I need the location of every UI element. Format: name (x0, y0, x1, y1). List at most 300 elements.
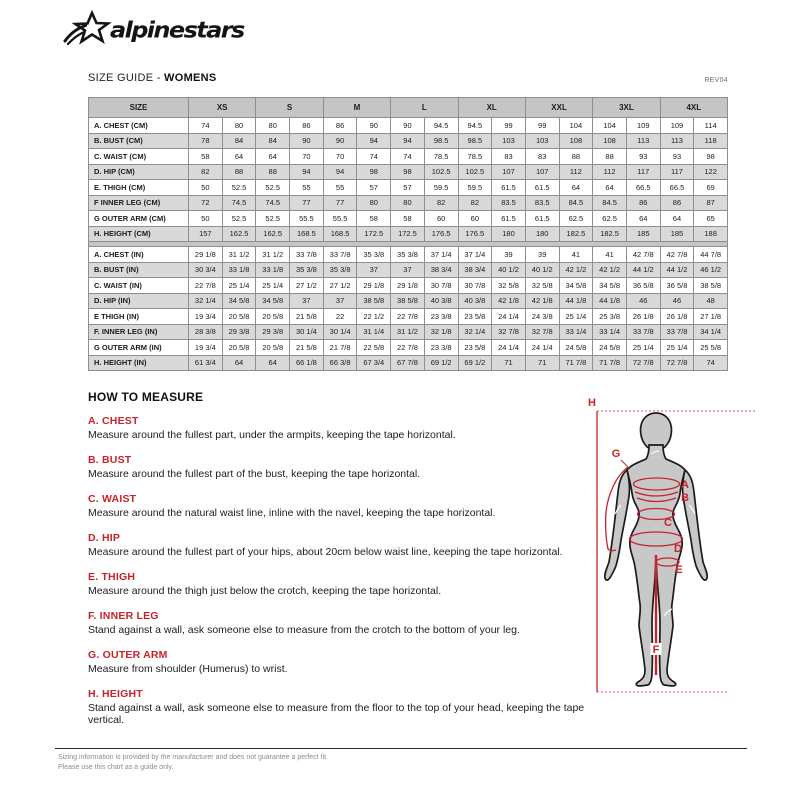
size-value-cell: 61 3/4 (189, 355, 223, 371)
size-value-cell: 86 (626, 195, 660, 211)
size-value-cell: 36 5/8 (660, 278, 694, 294)
size-value-cell: 52.5 (256, 180, 290, 196)
size-value-cell: 94.5 (458, 118, 492, 134)
size-value-cell: 64 (593, 180, 627, 196)
size-value-cell: 31 1/4 (357, 324, 391, 340)
measure-section (88, 571, 598, 597)
size-value-cell: 69 1/2 (424, 355, 458, 371)
size-value-cell: 19 3/4 (189, 309, 223, 325)
size-value-cell: 48 (694, 293, 728, 309)
size-value-cell: 42 7/8 (626, 247, 660, 263)
size-value-cell: 22 (323, 309, 357, 325)
size-value-cell: 32 7/8 (492, 324, 526, 340)
size-header-xl: XL (458, 98, 525, 118)
size-value-cell: 71 7/8 (559, 355, 593, 371)
size-value-cell: 57 (391, 180, 425, 196)
size-value-cell: 24 1/4 (492, 309, 526, 325)
size-value-cell: 29 3/8 (256, 324, 290, 340)
size-value-cell: 19 3/4 (189, 340, 223, 356)
size-value-cell: 25 1/4 (626, 340, 660, 356)
left-arm-shape (605, 470, 630, 580)
size-value-cell: 90 (357, 118, 391, 134)
size-value-cell: 33 1/4 (559, 324, 593, 340)
size-value-cell: 64 (256, 355, 290, 371)
size-value-cell: 50 (189, 211, 223, 227)
size-value-cell: 33 7/8 (290, 247, 324, 263)
size-table-body (89, 118, 728, 371)
size-value-cell: 94 (290, 164, 324, 180)
size-value-cell: 35 3/8 (357, 247, 391, 263)
size-table-head (89, 98, 728, 118)
size-value-cell: 39 (492, 247, 526, 263)
size-value-cell: 62.5 (593, 211, 627, 227)
size-value-cell: 33 7/8 (323, 247, 357, 263)
size-value-cell: 98 (391, 164, 425, 180)
size-value-cell: 78.5 (458, 149, 492, 165)
size-value-cell: 38 5/8 (391, 293, 425, 309)
size-value-cell: 25 1/4 (222, 278, 256, 294)
size-value-cell: 86 (290, 118, 324, 134)
size-value-cell: 55 (290, 180, 324, 196)
size-value-cell: 109 (660, 118, 694, 134)
size-value-cell: 74 (391, 149, 425, 165)
size-value-cell: 22 1/2 (357, 309, 391, 325)
size-value-cell: 87 (694, 195, 728, 211)
size-value-cell: 37 (290, 293, 324, 309)
measure-section-label: F. INNER LEG (88, 610, 159, 622)
size-value-cell: 26 1/8 (626, 309, 660, 325)
size-value-cell: 88 (222, 164, 256, 180)
figure-label-chest: A (681, 479, 689, 491)
size-value-cell: 28 3/8 (189, 324, 223, 340)
size-value-cell: 58 (391, 211, 425, 227)
size-value-cell: 21 5/8 (290, 309, 324, 325)
size-value-cell: 30 7/8 (458, 278, 492, 294)
size-value-cell: 33 1/8 (222, 262, 256, 278)
size-value-cell: 36 5/8 (626, 278, 660, 294)
alpinestars-star-icon (62, 10, 114, 50)
size-value-cell: 88 (256, 164, 290, 180)
size-value-cell: 102.5 (458, 164, 492, 180)
measure-section-label: H. HEIGHT (88, 688, 143, 700)
measure-sections (88, 415, 598, 726)
size-value-cell: 88 (593, 149, 627, 165)
size-value-cell: 23 5/8 (458, 340, 492, 356)
table-row (89, 195, 728, 211)
size-value-cell: 38 3/4 (424, 262, 458, 278)
row-label: H. HEIGHT (IN) (89, 355, 189, 371)
size-value-cell: 50 (189, 180, 223, 196)
size-value-cell: 41 (559, 247, 593, 263)
size-value-cell: 66.5 (626, 180, 660, 196)
size-value-cell: 24 1/4 (492, 340, 526, 356)
size-value-cell: 103 (492, 133, 526, 149)
size-value-cell: 44 1/8 (559, 293, 593, 309)
measure-section (88, 454, 598, 480)
size-value-cell: 99 (492, 118, 526, 134)
size-value-cell: 52.5 (222, 211, 256, 227)
row-label: C. WAIST (CM) (89, 149, 189, 165)
size-value-cell: 107 (525, 164, 559, 180)
page-title-gender: WOMENS (164, 72, 217, 84)
size-value-cell: 72 7/8 (626, 355, 660, 371)
row-label: A. CHEST (IN) (89, 247, 189, 263)
row-label: D. HIP (IN) (89, 293, 189, 309)
size-value-cell: 42 1/2 (559, 262, 593, 278)
size-value-cell: 67 3/4 (357, 355, 391, 371)
size-value-cell: 46 1/2 (694, 262, 728, 278)
size-header-xxl: XXL (525, 98, 592, 118)
size-value-cell: 66 1/8 (290, 355, 324, 371)
measure-section-text: Measure from shoulder (Humerus) to wrist. (88, 663, 288, 675)
size-value-cell: 37 1/4 (458, 247, 492, 263)
size-value-cell: 113 (626, 133, 660, 149)
size-value-cell: 64 (626, 211, 660, 227)
measure-section-text: Measure around the thigh just below the crotch, keeping the tape horizontal. (88, 585, 442, 597)
size-value-cell: 88 (559, 149, 593, 165)
measure-section (88, 415, 598, 441)
size-value-cell: 35 3/8 (290, 262, 324, 278)
measure-section-label: G. OUTER ARM (88, 649, 168, 661)
size-value-cell: 103 (525, 133, 559, 149)
figure-label-hip: D (674, 543, 682, 555)
size-value-cell: 42 7/8 (660, 247, 694, 263)
row-label: G OUTER ARM (IN) (89, 340, 189, 356)
figure-label-inner-leg: F (652, 644, 660, 656)
size-value-cell: 59.5 (458, 180, 492, 196)
table-row (89, 324, 728, 340)
size-value-cell: 31 1/2 (256, 247, 290, 263)
size-value-cell: 74 (357, 149, 391, 165)
size-value-cell: 27 1/2 (290, 278, 324, 294)
size-value-cell: 24 5/8 (559, 340, 593, 356)
size-value-cell: 84 (222, 133, 256, 149)
size-value-cell: 83 (525, 149, 559, 165)
size-value-cell: 176.5 (458, 226, 492, 242)
size-value-cell: 27 1/8 (694, 309, 728, 325)
size-value-cell: 180 (525, 226, 559, 242)
size-value-cell: 77 (323, 195, 357, 211)
size-value-cell: 44 1/2 (660, 262, 694, 278)
how-to-measure-title: HOW TO MEASURE (88, 390, 204, 404)
size-value-cell: 80 (357, 195, 391, 211)
size-value-cell: 32 5/8 (492, 278, 526, 294)
size-value-cell: 66.5 (660, 180, 694, 196)
figure-label-outer-arm: G (611, 448, 621, 460)
size-value-cell: 37 1/4 (424, 247, 458, 263)
table-row (89, 226, 728, 242)
size-value-cell: 64 (660, 211, 694, 227)
size-value-cell: 59.5 (424, 180, 458, 196)
size-value-cell: 34 5/8 (222, 293, 256, 309)
size-value-cell: 22 7/8 (189, 278, 223, 294)
size-value-cell: 24 5/8 (593, 340, 627, 356)
measure-section-label: C. WAIST (88, 493, 137, 505)
size-value-cell: 21 7/8 (323, 340, 357, 356)
figure-label-bust: B (681, 492, 689, 504)
row-label: C. WAIST (IN) (89, 278, 189, 294)
size-value-cell: 74 (189, 118, 223, 134)
table-row (89, 340, 728, 356)
size-value-cell: 74.5 (256, 195, 290, 211)
size-value-cell: 94.5 (424, 118, 458, 134)
size-value-cell: 176.5 (424, 226, 458, 242)
measure-section-text: Measure around the natural waist line, inline with the navel, keeping the tape horizontal. (88, 507, 496, 519)
size-value-cell: 182.5 (593, 226, 627, 242)
size-value-cell: 25 1/4 (660, 340, 694, 356)
size-value-cell: 113 (660, 133, 694, 149)
size-value-cell: 64 (222, 355, 256, 371)
size-value-cell: 29 1/8 (189, 247, 223, 263)
size-value-cell: 107 (492, 164, 526, 180)
size-value-cell: 94 (323, 164, 357, 180)
size-value-cell: 30 3/4 (189, 262, 223, 278)
measure-section-label: E. THIGH (88, 571, 136, 583)
size-value-cell: 25 1/4 (256, 278, 290, 294)
size-value-cell: 182.5 (559, 226, 593, 242)
size-value-cell: 168.5 (323, 226, 357, 242)
size-value-cell: 29 1/8 (357, 278, 391, 294)
size-value-cell: 98.5 (458, 133, 492, 149)
size-value-cell: 98 (694, 149, 728, 165)
size-value-cell: 93 (660, 149, 694, 165)
size-value-cell: 61.5 (492, 180, 526, 196)
size-value-cell: 20 5/8 (222, 340, 256, 356)
size-value-cell: 98.5 (424, 133, 458, 149)
size-value-cell: 72 7/8 (660, 355, 694, 371)
table-row (89, 149, 728, 165)
size-header-4xl: 4XL (660, 98, 727, 118)
size-value-cell: 32 5/8 (525, 278, 559, 294)
size-value-cell: 37 (357, 262, 391, 278)
size-value-cell: 122 (694, 164, 728, 180)
size-value-cell: 66 3/8 (323, 355, 357, 371)
row-label: F INNER LEG (CM) (89, 195, 189, 211)
table-row (89, 278, 728, 294)
measure-section-text: Measure around the fullest part, under the armpits, keeping the tape horizontal. (88, 429, 456, 441)
size-value-cell: 52.5 (256, 211, 290, 227)
size-value-cell: 33 1/8 (256, 262, 290, 278)
size-value-cell: 55.5 (323, 211, 357, 227)
size-value-cell: 27 1/2 (323, 278, 357, 294)
size-value-cell: 55.5 (290, 211, 324, 227)
size-value-cell: 38 5/8 (694, 278, 728, 294)
size-value-cell: 23 5/8 (458, 309, 492, 325)
size-header-l: L (391, 98, 458, 118)
alpinestars-logo (62, 10, 244, 50)
size-value-cell: 64 (222, 149, 256, 165)
size-value-cell: 70 (323, 149, 357, 165)
size-value-cell: 90 (323, 133, 357, 149)
size-value-cell: 40 3/8 (424, 293, 458, 309)
size-value-cell: 33 7/8 (660, 324, 694, 340)
page-title-prefix: SIZE GUIDE - (88, 72, 165, 84)
size-value-cell: 34 5/8 (256, 293, 290, 309)
size-value-cell: 90 (290, 133, 324, 149)
table-row (89, 262, 728, 278)
size-value-cell: 109 (626, 118, 660, 134)
size-value-cell: 33 1/4 (593, 324, 627, 340)
size-value-cell: 84 (256, 133, 290, 149)
size-value-cell: 108 (593, 133, 627, 149)
measurement-figure (578, 388, 758, 698)
size-value-cell: 112 (559, 164, 593, 180)
size-value-cell: 188 (694, 226, 728, 242)
row-label: A. CHEST (CM) (89, 118, 189, 134)
size-value-cell: 41 (593, 247, 627, 263)
size-value-cell: 117 (626, 164, 660, 180)
measure-section-text: Stand against a wall, ask someone else to measure from the floor to the top of your head, keeping the tape vertical. (88, 702, 585, 726)
size-table (88, 97, 728, 371)
size-value-cell: 46 (660, 293, 694, 309)
size-value-cell: 60 (458, 211, 492, 227)
size-value-cell: 69 1/2 (458, 355, 492, 371)
size-value-cell: 31 1/2 (222, 247, 256, 263)
size-value-cell: 94 (357, 133, 391, 149)
measure-section (88, 649, 598, 675)
title-row (88, 72, 728, 84)
size-value-cell: 70 (290, 149, 324, 165)
size-value-cell: 52.5 (222, 180, 256, 196)
size-value-cell: 61.5 (492, 211, 526, 227)
size-value-cell: 84.5 (559, 195, 593, 211)
size-value-cell: 20 5/8 (222, 309, 256, 325)
page-title (88, 72, 217, 84)
footer-divider (55, 748, 747, 749)
size-value-cell: 44 1/8 (593, 293, 627, 309)
size-value-cell: 84.5 (593, 195, 627, 211)
size-value-cell: 83.5 (525, 195, 559, 211)
row-label: G OUTER ARM (CM) (89, 211, 189, 227)
size-value-cell: 102.5 (424, 164, 458, 180)
size-value-cell: 86 (323, 118, 357, 134)
how-to-measure (88, 390, 598, 739)
size-value-cell: 38 5/8 (357, 293, 391, 309)
row-label: B. BUST (CM) (89, 133, 189, 149)
size-value-cell: 30 1/4 (323, 324, 357, 340)
size-value-cell: 32 1/4 (458, 324, 492, 340)
size-value-cell: 86 (660, 195, 694, 211)
size-value-cell: 64 (559, 180, 593, 196)
size-value-cell: 80 (222, 118, 256, 134)
table-row (89, 247, 728, 263)
size-value-cell: 20 5/8 (256, 340, 290, 356)
row-label: E. THIGH (CM) (89, 180, 189, 196)
size-value-cell: 37 (391, 262, 425, 278)
table-row (89, 118, 728, 134)
size-header-xs: XS (189, 98, 256, 118)
size-value-cell: 44 1/2 (626, 262, 660, 278)
size-value-cell: 162.5 (256, 226, 290, 242)
size-value-cell: 40 1/2 (492, 262, 526, 278)
size-value-cell: 168.5 (290, 226, 324, 242)
size-value-cell: 34 1/4 (694, 324, 728, 340)
size-value-cell: 60 (424, 211, 458, 227)
size-value-cell: 25 1/4 (559, 309, 593, 325)
size-value-cell: 35 3/8 (323, 262, 357, 278)
figure-label-thigh: E (675, 564, 683, 576)
size-value-cell: 23 3/8 (424, 309, 458, 325)
size-value-cell: 61.5 (525, 180, 559, 196)
size-value-cell: 58 (189, 149, 223, 165)
size-value-cell: 94 (391, 133, 425, 149)
size-value-cell: 71 (492, 355, 526, 371)
row-label: D. HIP (CM) (89, 164, 189, 180)
size-value-cell: 40 3/8 (458, 293, 492, 309)
size-value-cell: 82 (424, 195, 458, 211)
size-value-cell: 42 1/2 (593, 262, 627, 278)
size-value-cell: 42 1/8 (525, 293, 559, 309)
size-value-cell: 35 3/8 (391, 247, 425, 263)
size-value-cell: 61.5 (525, 211, 559, 227)
size-value-cell: 25 5/8 (694, 340, 728, 356)
measure-section-text: Measure around the fullest part of the bust, keeping the tape horizontal. (88, 468, 421, 480)
footer-line-1: Sizing information is provided by the manufacturer and does not guarantee a perfect fit. (58, 754, 329, 761)
footer-line-2: Please use this chart as a guide only. (58, 764, 174, 771)
table-row (89, 309, 728, 325)
size-value-cell: 80 (256, 118, 290, 134)
size-value-cell: 69 (694, 180, 728, 196)
size-value-cell: 57 (357, 180, 391, 196)
size-value-cell: 38 3/4 (458, 262, 492, 278)
size-value-cell: 162.5 (222, 226, 256, 242)
measure-section (88, 688, 598, 726)
row-label: H. HEIGHT (CM) (89, 226, 189, 242)
size-value-cell: 117 (660, 164, 694, 180)
size-value-cell: 99 (525, 118, 559, 134)
size-value-cell: 83 (492, 149, 526, 165)
size-value-cell: 172.5 (357, 226, 391, 242)
size-value-cell: 58 (357, 211, 391, 227)
size-value-cell: 44 7/8 (694, 247, 728, 263)
revision-label: REV04 (704, 77, 728, 84)
size-value-cell: 20 5/8 (256, 309, 290, 325)
size-value-cell: 71 (525, 355, 559, 371)
measure-section-text: Stand against a wall, ask someone else to measure from the crotch to the bottom of your leg. (88, 624, 520, 636)
size-value-cell: 74 (694, 355, 728, 371)
measure-section (88, 532, 598, 558)
measure-section-label: A. CHEST (88, 415, 139, 427)
size-value-cell: 31 1/2 (391, 324, 425, 340)
size-value-cell: 32 1/4 (189, 293, 223, 309)
size-value-cell: 29 1/8 (391, 278, 425, 294)
size-value-cell: 30 1/4 (290, 324, 324, 340)
size-value-cell: 34 5/8 (559, 278, 593, 294)
alpinestars-logo-text: alpinestars (110, 17, 244, 43)
size-value-cell: 74.5 (222, 195, 256, 211)
size-header-m: M (323, 98, 390, 118)
size-value-cell: 77 (290, 195, 324, 211)
measure-section-label: B. BUST (88, 454, 132, 466)
measure-section (88, 493, 598, 519)
size-header-s: S (256, 98, 323, 118)
size-value-cell: 62.5 (559, 211, 593, 227)
size-value-cell: 108 (559, 133, 593, 149)
size-value-cell: 78.5 (424, 149, 458, 165)
size-column-header: SIZE (89, 98, 189, 118)
table-row (89, 180, 728, 196)
size-value-cell: 82 (458, 195, 492, 211)
table-row (89, 164, 728, 180)
size-value-cell: 39 (525, 247, 559, 263)
size-value-cell: 40 1/2 (525, 262, 559, 278)
table-row (89, 211, 728, 227)
size-value-cell: 32 1/8 (424, 324, 458, 340)
measure-section (88, 610, 598, 636)
size-value-cell: 24 1/4 (525, 340, 559, 356)
size-value-cell: 72 (189, 195, 223, 211)
size-value-cell: 71 7/8 (593, 355, 627, 371)
